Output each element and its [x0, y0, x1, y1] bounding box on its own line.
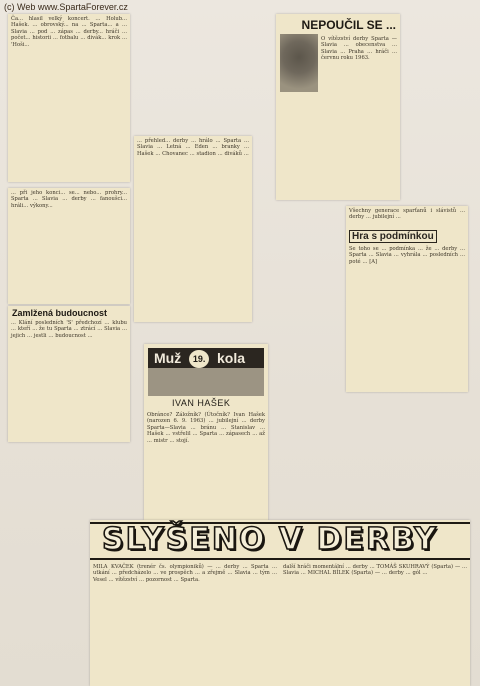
watermark: (c) Web www.SpartaForever.cz [4, 2, 128, 12]
banner-title: SLYŠENO V DERBY [102, 522, 439, 557]
article-text-left: MILA KVAČEK (trenér čs. olympioniků) — ... derby ... Sparta ... utkání ... předcházelo ... ve prospěch ... a zřejmě ... Slavia ... tým ... Vesel ... vítězství ... pozornost ... Sparta. [93, 564, 277, 583]
article-title: NEPOUČIL SE ... [301, 18, 396, 32]
article-text-right: další hráči momentální ... derby ... TOMÁŠ SKUHRAVÝ (Sparta) — ... Slavia ... MICHAL BÍLEK (Sparta) — ... derby ... gól ... [283, 564, 467, 577]
muz-kola-header [148, 348, 264, 368]
clipping-nepoucil [276, 14, 400, 200]
clipping-muz-kola [144, 344, 268, 520]
clipping-podminka [346, 206, 468, 392]
article-text: ... Klání posledních 'S' předchozí ... klubu ... kteří ... že tu Sparta ... ztrácí ... Slavia ... jejich ... jestli ... budoucnost ... [11, 320, 127, 339]
banner-rule-bottom [90, 558, 470, 560]
clipping-left-mid [8, 188, 130, 304]
player-name: IVAN HAŠEK [172, 398, 231, 408]
article-text: ... přehled... derby ... hrálo ... Sparta ... Slavia ... Letná ... Eden ... branky ... Hašek ... Chovanec ... stadion ... diváků ... [137, 138, 249, 157]
article-text: O vítězství derby Sparta — Slavia ... obecenstva ... Slavia ... Praha ... hráči ... červnu roku 1963. [321, 36, 397, 62]
player-photo [148, 368, 264, 396]
clipping-left-top [8, 14, 130, 182]
article-text: Ča... hlasil velký koncert. ... Holub... Hašek. ... obrovský... na ... Sparta... a ... Slavia ... pod ... zápas ... derby... hráči ... počet... historii ... fotbalu ... divák... krok ... 'Hoši... [11, 16, 127, 48]
article-text: Obránce? Záložník? (Útočník? Ivan Hašek (narozen 6. 9. 1963) ... jubilejní ... derby Sparta—Slavia ... bránu ... Stanislav ... Hašek ... vstřelil ... Sparta ... zápasech ... až ... mistr ... stojí. [147, 412, 265, 444]
article-intro: Všechny generace sparťanů i slávistů ... derby ... jubilejní ... [349, 208, 465, 221]
label-muz: Muž [154, 350, 182, 366]
label-kola: kola [217, 350, 246, 366]
article-title: Hra s podmínkou [349, 230, 437, 243]
section-title: Zamlžená budoucnost [12, 308, 108, 318]
clipping-slyseno [90, 520, 470, 686]
player-photo [280, 34, 318, 92]
article-text: Se toho se ... podmínka ... že ... derby ... Sparta ... Slavia ... vyhrála ... posledních ... poté ... [A] [349, 245, 465, 265]
article-title-box [346, 223, 468, 244]
article-text: ... při jeho konci... se... nebo... prohry... Sparta ... Slavia ... derby ... fanoušci... hráli... výkony... [11, 190, 127, 209]
clipping-middle [134, 136, 252, 322]
clipping-left-bottom [8, 306, 130, 442]
round-number-badge: 19. [189, 350, 209, 368]
